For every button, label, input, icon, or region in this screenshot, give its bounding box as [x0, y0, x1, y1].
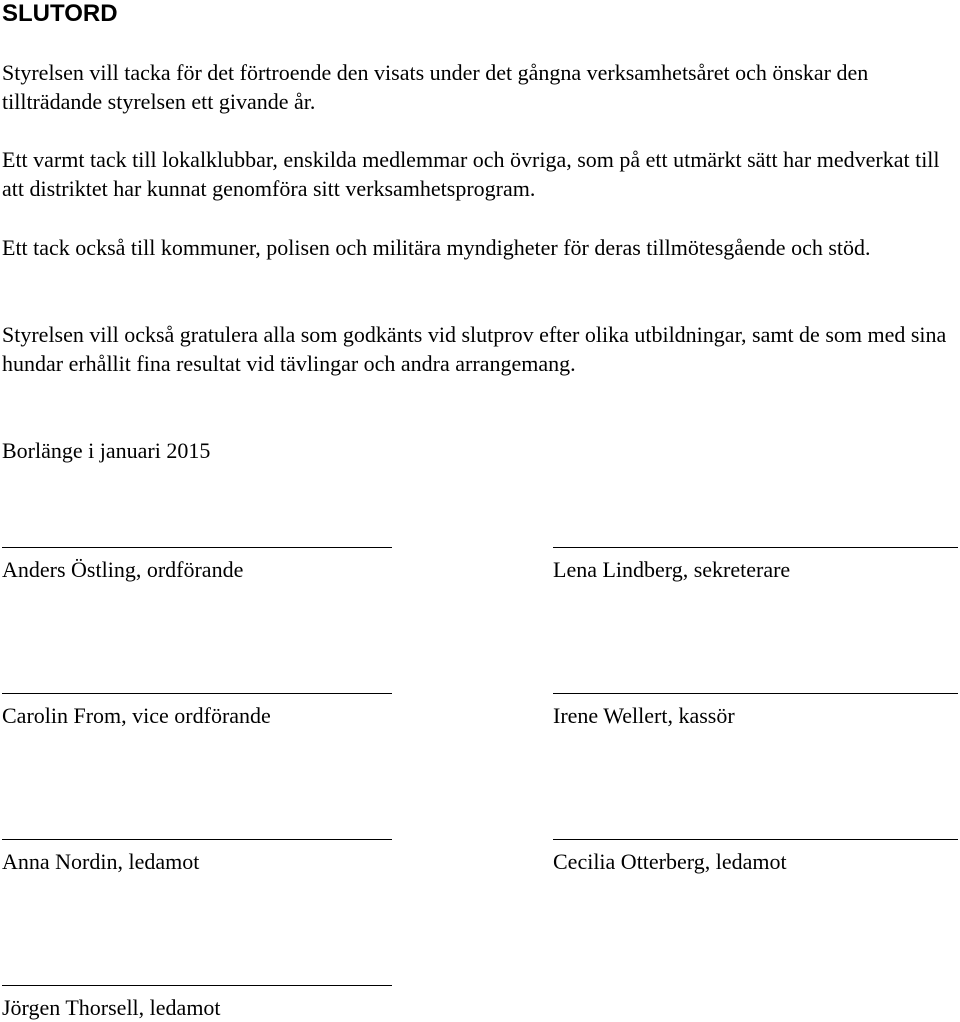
signature-name-secretary: Lena Lindberg, sekreterare: [553, 557, 791, 582]
signature-line: [2, 693, 392, 694]
paragraph-congratulations: Styrelsen vill också gratulera alla som godkänts vid slutprov efter olika utbildningar, samt de som med sina hundar erhållit fina resultat vid tävlingar och andra arrangemang.: [2, 322, 947, 376]
signature-name-member: Anna Nordin, ledamot: [2, 849, 200, 874]
signature-name-chair: Anders Östling, ordförande: [2, 557, 244, 582]
paragraph-thanks-clubs: Ett varmt tack till lokalklubbar, enskilda medlemmar och övriga, som på ett utmärkt sätt har medverkat till att distriktet har kunnat genomföra sitt verksamhetsprogram.: [2, 147, 940, 201]
signature-line: [2, 547, 392, 548]
signature-name-treasurer: Irene Wellert, kassör: [553, 703, 735, 728]
place-and-date: Borlänge i januari 2015: [2, 438, 211, 463]
signature-name-vice-chair: Carolin From, vice ordförande: [2, 703, 271, 728]
signature-line: [553, 839, 958, 840]
paragraph-thanks-board: Styrelsen vill tacka för det förtroende den visats under det gångna verksamhetsåret och önskar den tillträdande styrelsen ett givande år.: [2, 60, 869, 114]
signature-name-member: Jörgen Thorsell, ledamot: [2, 995, 221, 1020]
signature-line: [2, 985, 392, 986]
document-heading: SLUTORD: [2, 0, 118, 27]
signature-name-member: Cecilia Otterberg, ledamot: [553, 849, 787, 874]
signature-line: [553, 547, 958, 548]
signature-line: [553, 693, 958, 694]
signature-line: [2, 839, 392, 840]
paragraph-thanks-authorities: Ett tack också till kommuner, polisen och militära myndigheter för deras tillmötesgående och stöd.: [2, 235, 871, 260]
